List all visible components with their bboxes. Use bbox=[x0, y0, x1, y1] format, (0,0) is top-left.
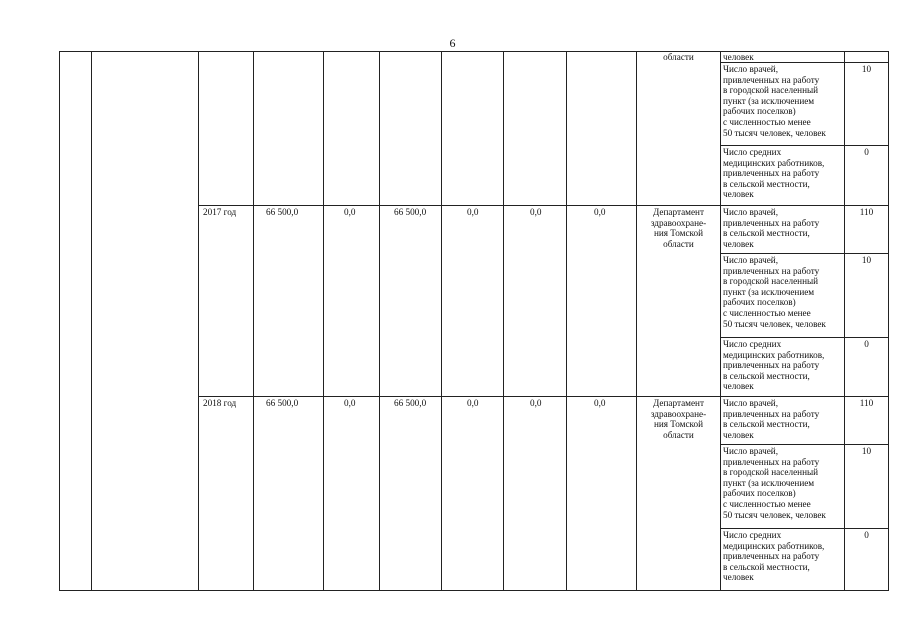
amount-cell: 0,0 bbox=[530, 207, 542, 217]
indicator-name: Число средних медицинских работников, привлеченных на работу в сельской местности, человек bbox=[723, 147, 825, 200]
responsible-department: Департамент здравоохране- ния Томской области bbox=[650, 207, 707, 249]
indicator-value bbox=[845, 52, 888, 62]
indicator-name: Число средних медицинских работников, привлеченных на работу в сельской местности, человек bbox=[723, 339, 825, 392]
column-divider bbox=[253, 51, 254, 591]
amount-cell: 0,0 bbox=[467, 207, 479, 217]
amount-total: 66 500,0 bbox=[266, 207, 299, 217]
amount-cell: 0,0 bbox=[467, 398, 479, 408]
indicator-name: человек bbox=[723, 52, 754, 62]
year-cell: 2017 год bbox=[203, 207, 237, 217]
page-number: 6 bbox=[449, 36, 456, 50]
amount-cell: 0,0 bbox=[344, 398, 356, 408]
column-divider bbox=[441, 51, 442, 591]
amount-cell: 0,0 bbox=[594, 398, 606, 408]
column-divider bbox=[503, 51, 504, 591]
amount-total: 66 500,0 bbox=[266, 398, 299, 408]
indicator-divider bbox=[720, 62, 889, 63]
indicator-divider bbox=[720, 253, 889, 254]
indicator-value: 110 bbox=[859, 207, 874, 217]
indicator-value: 10 bbox=[861, 446, 872, 456]
column-divider bbox=[844, 51, 845, 591]
year-cell: 2018 год bbox=[203, 398, 237, 408]
indicator-value: 10 bbox=[861, 64, 872, 74]
amount-cell: 0,0 bbox=[594, 207, 606, 217]
table-border-left bbox=[59, 51, 60, 591]
responsible-department: области bbox=[663, 52, 694, 62]
indicator-value: 0 bbox=[864, 530, 869, 540]
column-divider bbox=[91, 51, 92, 591]
amount-cell: 66 500,0 bbox=[394, 398, 427, 408]
column-divider bbox=[379, 51, 380, 591]
column-divider bbox=[566, 51, 567, 591]
amount-cell: 66 500,0 bbox=[394, 207, 427, 217]
responsible-department: Департамент здравоохране- ния Томской области bbox=[650, 398, 707, 440]
indicator-name: Число врачей, привлеченных на работу в городской населенный пункт (за исключением рабочих поселков) с численностью менее 50 тысяч человек, человек bbox=[723, 64, 826, 138]
indicator-value: 110 bbox=[859, 398, 874, 408]
column-divider bbox=[323, 51, 324, 591]
amount-cell: 0,0 bbox=[530, 398, 542, 408]
indicator-name: Число врачей, привлеченных на работу в сельской местности, человек bbox=[723, 207, 820, 249]
row-divider bbox=[198, 396, 889, 397]
indicator-value: 10 bbox=[861, 255, 872, 265]
indicator-divider bbox=[720, 444, 889, 445]
indicator-divider bbox=[720, 528, 889, 529]
table-border-right bbox=[888, 51, 889, 591]
indicator-name: Число врачей, привлеченных на работу в городской населенный пункт (за исключением рабочих поселков) с численностью менее 50 тысяч человек, человек bbox=[723, 255, 826, 329]
indicator-name: Число врачей, привлеченных на работу в городской населенный пункт (за исключением рабочих поселков) с численностью менее 50 тысяч человек, человек bbox=[723, 446, 826, 520]
table-border-bottom bbox=[59, 590, 889, 591]
row-divider bbox=[198, 205, 889, 206]
indicator-value: 0 bbox=[864, 147, 869, 157]
indicator-name: Число средних медицинских работников, привлеченных на работу в сельской местности, человек bbox=[723, 530, 825, 583]
amount-cell: 0,0 bbox=[344, 207, 356, 217]
column-divider bbox=[636, 51, 637, 591]
indicator-value: 0 bbox=[864, 339, 869, 349]
column-divider bbox=[198, 51, 199, 591]
indicator-divider bbox=[720, 337, 889, 338]
indicator-divider bbox=[720, 145, 889, 146]
column-divider bbox=[720, 51, 721, 591]
indicator-name: Число врачей, привлеченных на работу в сельской местности, человек bbox=[723, 398, 820, 440]
